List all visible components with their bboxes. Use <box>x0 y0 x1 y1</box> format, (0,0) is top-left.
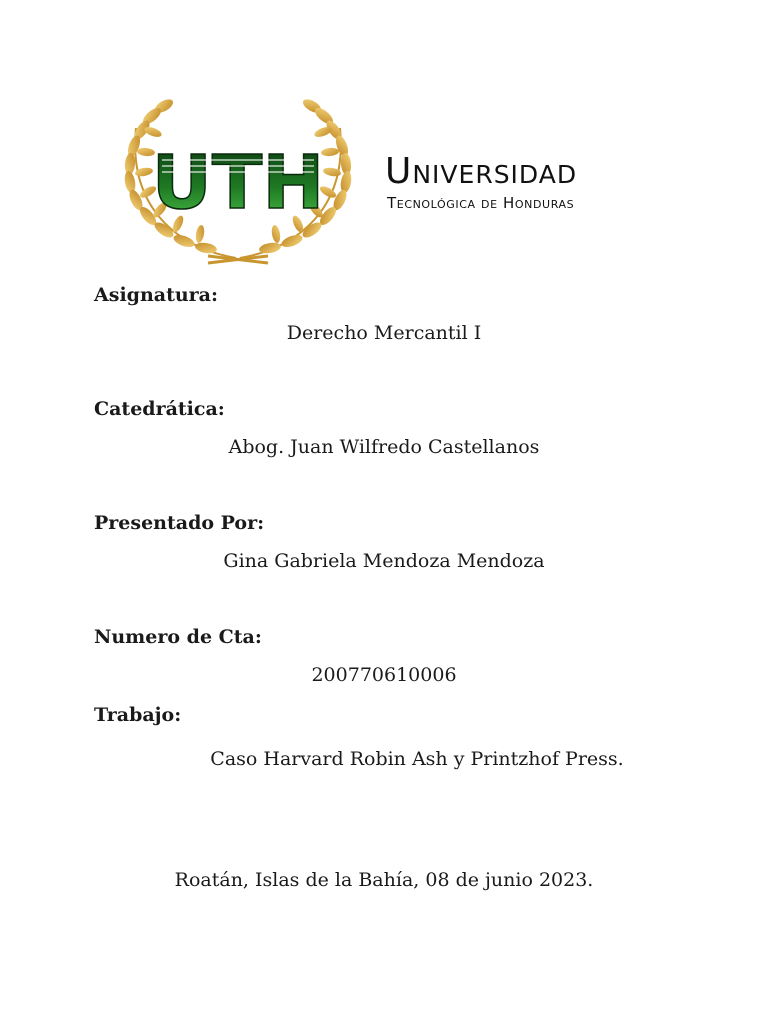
uth-acronym: UTH <box>151 140 325 226</box>
catedratica-label: Catedrática: <box>94 398 225 420</box>
catedratica-value: Abog. Juan Wilfredo Castellanos <box>228 436 540 458</box>
trabajo-label: Trabajo: <box>94 704 182 726</box>
university-logo <box>108 98 648 268</box>
university-word <box>385 151 578 192</box>
place-date: Roatán, Islas de la Bahía, 08 de junio 2023. <box>174 869 594 891</box>
trabajo-value: Caso Harvard Robin Ash y Printzhof Press. <box>210 748 624 770</box>
asignatura-label: Asignatura: <box>94 284 218 306</box>
cuenta-label: Numero de Cta: <box>94 626 262 648</box>
laurel-stems <box>208 256 268 263</box>
asignatura-value: Derecho Mercantil I <box>286 322 482 344</box>
presentado-value: Gina Gabriela Mendoza Mendoza <box>223 550 545 572</box>
university-word-text: Universidad <box>385 151 578 192</box>
laurel-emblem <box>108 98 378 268</box>
presentado-label: Presentado Por: <box>94 512 265 534</box>
university-subtitle: Tecnológica de Honduras <box>387 194 575 212</box>
cuenta-value: 200770610006 <box>311 664 457 686</box>
